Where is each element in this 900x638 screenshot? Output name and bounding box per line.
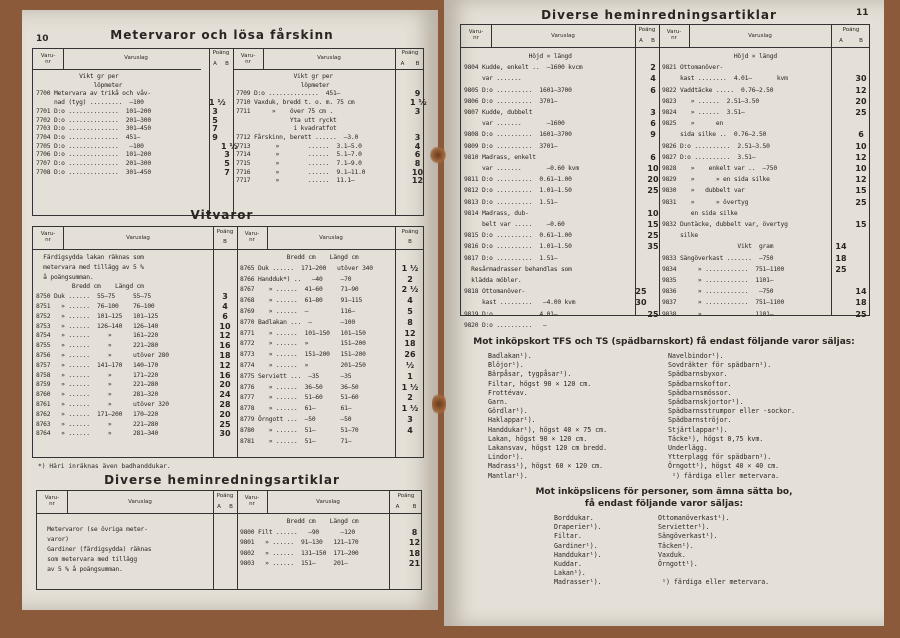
text-metervaror-gardiner: Metervaror (se övriga meter- varor) Gardiner (färdigsydda) räknas som metervara med tillägg av 5 % å poängsumman. [47, 526, 152, 573]
header-poang: Poäng [212, 50, 230, 56]
rows-9800-9803: Bredd cm Längd cm 9800 Filt ...... —90 —120 9801 » ...... 91—130 121—170 9802 » ...... 131—150 171—200 9803 » ...... 151— 201— [240, 518, 359, 567]
header-b: B [408, 239, 412, 245]
page-number: 11 [856, 8, 869, 18]
header-poang: Poäng [216, 493, 234, 499]
header-varuslag: Varuslag [126, 235, 150, 241]
stain [432, 392, 446, 416]
rows-7709-7717: Vikt gr per löpmeter 7709 D:o .............. 451— 7710 Vaxduk, bredd t. o. m. 75 cm 7711 » över 75 cm . Yta utt ryckt i kvadratfot 7712 Fårskinn, berett ...... —3.0 7713 » ...... 3.1—5.0 7714 » ...... 5.1—7.0 7715 » ...... 7.1—9.0 7716 » ...... 9.1—11.0 7717 » ...... 11.1— [236, 73, 366, 185]
header-b: B [229, 504, 233, 510]
header-varunr: Varu- nr [666, 29, 682, 41]
section-title-diverse: Diverse heminredningsartiklar [104, 473, 340, 487]
licens-list-col1: Borddukar. Draperier¹). Filtar. Gardiner¹). Handdukar¹). Kuddar. Lakan¹). Madrasser¹). [554, 514, 602, 587]
footnote: *) Häri inräknas även badhanddukar. [38, 463, 171, 470]
header-b: B [651, 38, 655, 44]
header-a: A [839, 38, 843, 44]
header-varuslag: Varuslag [748, 33, 772, 39]
header-a: A [217, 504, 221, 510]
points-b: 30 12 20 25 6 10 12 10 12 15 25 15 14 18 25 [855, 74, 867, 319]
table-metervaror [32, 48, 427, 216]
header-varuslag: Varuslag [316, 499, 340, 505]
points-a: 1 ½ 3 5 7 9 [209, 98, 226, 142]
header-b: B [223, 239, 227, 245]
rows-8750-8764: Färdigsydda lakan räknas som metervara med tillägg av 5 % å poängsumman. Bredd cm Längd cm 8750 Duk ...... 55—75 55—75 8751 » ...... 76—100 76—100 8752 » ...... 101—125 101—125 8753 » ...... 126—140 126—140 8754 » ...... » 161—220 8755 » ...... » 221—280 8756 » ...... » utöver 280 8757 » ...... 141—170 140—170 8758 » ...... » 171—220 8759 » ...... » 221—280 8760 » ...... » 281—320 8761 » ...... » utöver 320 8762 » ...... 171—200 170—220 8763 » ...... » 221—280 8764 » ...... » 281—340 [36, 254, 169, 438]
header-a: A [213, 61, 217, 67]
header-varunr: Varu- nr [40, 231, 56, 243]
left-page [22, 10, 438, 610]
section-title-diverse: Diverse heminredningsartiklar [541, 8, 777, 22]
stain [430, 146, 446, 164]
tfs-heading: Mot inköpskort TFS och TS (spädbarnskort) få endast följande varor säljas: [473, 337, 855, 347]
rows-9804-9820: Höjd × längd 9804 Kudde, enkelt .. —1600 kvcm var ....... 9805 D:o .......... 1601—3700 9806 D:o .......... 3701— 9807 Kudde, dubbelt var ....... —1600 9808 D:o .......... 1601—3700 9809 D:o .......... 3701— 9810 Madrass, enkelt var ....... —0.60 kvm 9811 D:o .......... 0.61—1.00 9812 D:o .......... 1.01—1.50 9813 D:o .......... 1.51— 9814 Madrass, dub- belt var ..... —0.60 9815 D:o .......... 0.61—1.00 9816 D:o .......... 1.01—1.50 9817 D:o .......... 1.51— Resårmadrasser behandlas som klädda möbler. 9818 Ottomanöver- kast ......... —4.00 kvm 9819 D:o .......... 4.01— 9820 D:o .......... — [464, 53, 583, 329]
tfs-list-col1: Badlakan¹). Blöjor¹). Bärpåsar, tygpåsar¹). Filtar, högst 90 × 120 cm. Frottévav. Garn. Gördlar¹). Haklappar¹). Handdukar¹), högst 40 × 75 cm. Lakan, högst 90 × 120 cm. Lakansvav, högst 120 cm bredd. Lindor¹). Madrass¹), högst 60 × 120 cm. Mantlar¹). [488, 352, 608, 480]
licens-heading: Mot inköpslicens för personer, som ämna sätta bo, få endast följande varor säljas: [535, 487, 793, 509]
header-a: A [395, 504, 400, 510]
points-a: 25 30 [635, 287, 647, 308]
licens-list-col2: Ottomanöverkast¹). Servietter¹). Sängöverkast¹). Täcken¹). Vaxduk. Örngott¹). ¹) färdiga eller metervara. [658, 514, 770, 587]
table-vitvaror [32, 226, 424, 458]
header-poang: Poäng [401, 50, 419, 56]
header-poang: Poäng [842, 27, 860, 33]
header-b: B [859, 38, 863, 44]
header-varunr: Varu- nr [468, 29, 484, 41]
header-a: A [639, 38, 643, 44]
header-varunr: Varu- nr [244, 231, 260, 243]
header-b: B [412, 504, 417, 510]
header-varuslag: Varuslag [319, 235, 343, 241]
header-varunr: Varu- nr [240, 53, 256, 65]
section-title-vitvaror: Vitvaror [190, 208, 254, 222]
points-b: 1 ½ 3 5 7 [221, 141, 238, 177]
section-title-metervaror: Metervaror och lösa fårskinn [110, 28, 334, 42]
right-page [444, 0, 884, 626]
points-b: 9 1 ½ 3 3 4 6 8 10 12 [410, 89, 427, 186]
header-varunr: Varu- nr [40, 53, 56, 65]
table-diverse-continued [460, 24, 870, 329]
header-poang: Poäng [638, 27, 656, 33]
points-b: 2 4 6 3 6 9 6 10 20 25 10 15 25 35 25 [647, 63, 659, 319]
header-varunr: Varu- nr [44, 495, 60, 507]
header-poang: Poäng [397, 493, 415, 499]
header-varuslag: Varuslag [317, 55, 341, 61]
table-diverse [36, 490, 422, 590]
rows-7700-7708: Vikt gr per löpmeter 7700 Metervara av trikå och våv- nad (tyg) ......... —100 7701 D:o .............. 101—200 7702 D:o .............. 201—300 7703 D:o .............. 301—450 7704 D:o .............. 451— 7705 D:o .............. —100 7706 D:o .............. 101—200 7707 D:o .............. 201—300 7708 D:o .............. 301—450 [36, 73, 151, 176]
header-poang: Poäng [401, 229, 419, 235]
points-b: 1 ½ 2 2 ½ 4 5 8 12 18 26 ½ 1 1 ½ 2 1 ½ 3 4 [401, 263, 419, 435]
rows-9821-9838: Höjd × längd 9821 Ottomanöver- kast ........ 4.01— kvm 9822 Vaddtäcke ..... 0.76—2.50 9823 » ...... 2.51—3.50 9824 » ...... 3.51— 9825 » en sida silke .. 0.76—2.50 9826 D:o .......... 2.51—3.50 9827 D:o .......... 3.51— 9828 » enkelt var .. —750 9829 » » en sida silke 9830 » dubbelt var 9831 » » övertyg en sida silke 9832 Duntäcke, dubbelt var, övertyg silke Vikt gram 9833 Sängöverkast ....... —750 9834 » ............ 751—1100 9835 » ............ 1101— 9836 » ............ —750 9837 » ............ 751—1100 9838 » ............ 1101— [662, 53, 788, 318]
points-b: 3 4 6 10 12 16 18 12 16 20 24 28 20 25 30 [219, 292, 231, 439]
header-b: B [225, 61, 229, 67]
header-poang: Poäng [216, 229, 234, 235]
rows-8765-8781: Bredd cm Längd cm 8765 Duk ...... 171—200 utöver 340 8766 Handduk*) .. —40 —70 8767 » ...... 41—60 71—90 8768 » ...... 61—80 91—115 8769 » ...... — 116— 8770 Badlakan ... — —100 8771 » ...... 101—150 101—150 8772 » ...... » 151—200 8773 » ...... 151—200 151—200 8774 » ...... » 201—250 8775 Serviett ... —35 —35 8776 » ...... 36—50 36—50 8777 » ...... 51—60 51—60 8778 » ...... 61— 61— 8779 Örngott ... —50 —50 8780 » ...... 51— 51—70 8781 » ...... 51— 71— [240, 254, 373, 445]
header-varuslag: Varuslag [124, 55, 148, 61]
page-number: 10 [36, 34, 49, 44]
points-b: 8 12 18 21 [408, 527, 421, 568]
header-a: A [400, 61, 405, 67]
points-a: 14 18 25 [835, 242, 847, 274]
header-varuslag: Varuslag [128, 499, 152, 505]
tfs-list-col2: Navelbindor¹). Sovdräkter för spädbarn¹). Spädbarnsbyxor. Spädbarnskoftor. Spädbarnsmössor. Spädbarnskjortor¹). Spädbarnsstrumpor eller -sockor. Spädbarnströjor. Stjärtlappar¹). Täcke¹), högst 0,75 kvm. Underlägg. Ytterplagg för spädbarn¹). Örngott¹), högst 40 × 40 cm. ¹) färdiga eller metervara. [668, 352, 796, 480]
header-varunr: Varu- nr [244, 495, 260, 507]
header-varuslag: Varuslag [551, 33, 575, 39]
header-b: B [415, 61, 420, 67]
